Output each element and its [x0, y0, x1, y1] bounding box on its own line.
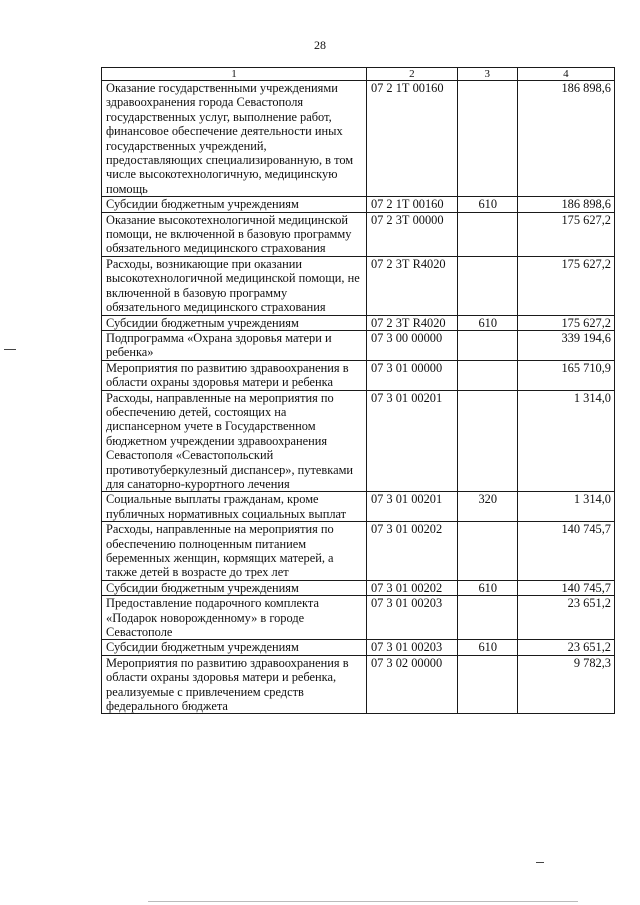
table-row [102, 197, 615, 212]
row-code-cell: 07 2 3Т R4020 [366, 315, 457, 330]
row-name-cell: Субсидии бюджетным учреждениям [102, 315, 367, 330]
row-name-cell: Мероприятия по развитию здравоохранения в области охраны здоровья матери и ребенка [102, 360, 367, 390]
table-row [102, 390, 615, 492]
row-name-cell: Подпрограмма «Охрана здоровья матери и ребенка» [102, 330, 367, 360]
table-row [102, 256, 615, 315]
row-code-cell: 07 3 01 00203 [366, 640, 457, 655]
row-name-cell: Предоставление подарочного комплекта «Подарок новорожденному» в городе Севастополе [102, 596, 367, 640]
column-header-code: 2 [366, 68, 457, 81]
row-amount-cell: 175 627,2 [517, 256, 614, 315]
row-amount-cell: 140 745,7 [517, 522, 614, 581]
row-expense-type-cell [457, 522, 517, 581]
row-code-cell: 07 2 3Т R4020 [366, 256, 457, 315]
row-expense-type-cell: 610 [457, 640, 517, 655]
row-name-cell: Мероприятия по развитию здравоохранения в области охраны здоровья матери и ребенка, реализуемые с привлечением средств федерального бюджета [102, 655, 367, 714]
row-code-cell: 07 2 3Т 00000 [366, 212, 457, 256]
column-header-amount: 4 [517, 68, 614, 81]
column-header-name: 1 [102, 68, 367, 81]
row-expense-type-cell [457, 390, 517, 492]
scan-margin-mark [4, 349, 16, 350]
table-row [102, 640, 615, 655]
table-row [102, 596, 615, 640]
row-expense-type-cell [457, 330, 517, 360]
row-amount-cell: 1 314,0 [517, 390, 614, 492]
row-code-cell: 07 3 01 00203 [366, 596, 457, 640]
row-code-cell: 07 2 1Т 00160 [366, 81, 457, 197]
row-amount-cell: 186 898,6 [517, 197, 614, 212]
row-code-cell: 07 3 01 00201 [366, 492, 457, 522]
row-code-cell: 07 3 02 00000 [366, 655, 457, 714]
scan-margin-mark [536, 862, 544, 863]
row-name-cell: Расходы, направленные на мероприятия по обеспечению полноценным питанием беременных женщин, кормящих матерей, а также детей в возрасте до трех лет [102, 522, 367, 581]
budget-table [101, 67, 615, 714]
row-code-cell: 07 2 1Т 00160 [366, 197, 457, 212]
row-code-cell: 07 3 01 00202 [366, 522, 457, 581]
page-number: 28 [314, 38, 326, 52]
row-name-cell: Субсидии бюджетным учреждениям [102, 197, 367, 212]
row-name-cell: Субсидии бюджетным учреждениям [102, 580, 367, 595]
row-expense-type-cell: 610 [457, 197, 517, 212]
row-name-cell: Расходы, направленные на мероприятия по обеспечению детей, состоящих на диспансерном учете в Государственном бюджетном учреждении здравоохранения Севастополя «Севастопольский противотуберкулезный диспансер», путевками для санаторно-курортного лечения [102, 390, 367, 492]
scan-edge-line [148, 901, 578, 902]
table-row [102, 81, 615, 197]
row-name-cell: Субсидии бюджетным учреждениям [102, 640, 367, 655]
row-expense-type-cell [457, 655, 517, 714]
column-header-expense-type: 3 [457, 68, 517, 81]
row-amount-cell: 9 782,3 [517, 655, 614, 714]
row-expense-type-cell [457, 212, 517, 256]
row-amount-cell: 23 651,2 [517, 640, 614, 655]
table-row [102, 360, 615, 390]
row-amount-cell: 175 627,2 [517, 315, 614, 330]
table-row [102, 492, 615, 522]
row-expense-type-cell [457, 596, 517, 640]
row-name-cell: Оказание высокотехнологичной медицинской помощи, не включенной в базовую программу обязательного медицинского страхования [102, 212, 367, 256]
table-row [102, 330, 615, 360]
row-expense-type-cell [457, 81, 517, 197]
row-expense-type-cell: 610 [457, 315, 517, 330]
row-code-cell: 07 3 00 00000 [366, 330, 457, 360]
row-amount-cell: 175 627,2 [517, 212, 614, 256]
table-row [102, 315, 615, 330]
row-amount-cell: 140 745,7 [517, 580, 614, 595]
row-expense-type-cell [457, 360, 517, 390]
row-amount-cell: 339 194,6 [517, 330, 614, 360]
row-expense-type-cell [457, 256, 517, 315]
row-amount-cell: 186 898,6 [517, 81, 614, 197]
table-row [102, 580, 615, 595]
row-code-cell: 07 3 01 00201 [366, 390, 457, 492]
row-expense-type-cell: 610 [457, 580, 517, 595]
table-row [102, 522, 615, 581]
row-code-cell: 07 3 01 00202 [366, 580, 457, 595]
table-header-row [102, 68, 615, 81]
row-name-cell: Расходы, возникающие при оказании высокотехнологичной медицинской помощи, не включенной в базовую программу обязательного медицинского страхования [102, 256, 367, 315]
row-name-cell: Социальные выплаты гражданам, кроме публичных нормативных социальных выплат [102, 492, 367, 522]
row-name-cell: Оказание государственными учреждениями здравоохранения города Севастополя государственных услуг, выполнение работ, финансовое обеспечение деятельности иных государственных учреждений, предоставляющих специализированную, в том числе высокотехнологичную, медицинскую помощь [102, 81, 367, 197]
row-amount-cell: 1 314,0 [517, 492, 614, 522]
table-row [102, 655, 615, 714]
row-amount-cell: 165 710,9 [517, 360, 614, 390]
table-row [102, 212, 615, 256]
row-code-cell: 07 3 01 00000 [366, 360, 457, 390]
row-amount-cell: 23 651,2 [517, 596, 614, 640]
row-expense-type-cell: 320 [457, 492, 517, 522]
